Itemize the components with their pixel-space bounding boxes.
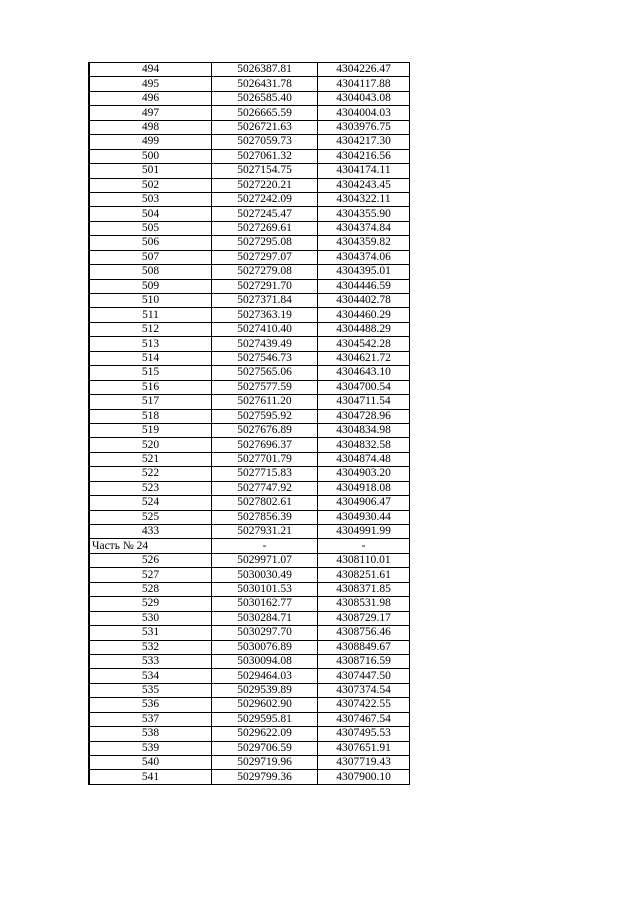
y-coordinate-cell: 4304043.08	[318, 91, 410, 105]
point-number-cell: 518	[89, 409, 212, 423]
x-coordinate-cell: 5026387.81	[212, 63, 318, 77]
y-coordinate-cell: 4304700.54	[318, 380, 410, 394]
y-coordinate-cell: 4304832.58	[318, 438, 410, 452]
x-coordinate-cell: 5027577.59	[212, 380, 318, 394]
point-number-cell: 506	[89, 236, 212, 250]
table-row	[89, 626, 410, 640]
y-coordinate-cell: 4304446.59	[318, 279, 410, 293]
y-coordinate-cell: 4304322.11	[318, 192, 410, 206]
table-row	[89, 654, 410, 668]
point-number-cell: 515	[89, 366, 212, 380]
y-coordinate-cell: 4304402.78	[318, 294, 410, 308]
point-number-cell: 499	[89, 135, 212, 149]
coordinates-table-body	[89, 63, 410, 785]
y-coordinate-cell: 4304395.01	[318, 265, 410, 279]
table-row	[89, 77, 410, 91]
table-row	[89, 395, 410, 409]
y-coordinate-cell: 4303976.75	[318, 120, 410, 134]
point-number-cell: 533	[89, 654, 212, 668]
table-row	[89, 63, 410, 77]
table-row	[89, 250, 410, 264]
x-coordinate-cell: 5030101.53	[212, 582, 318, 596]
table-row	[89, 149, 410, 163]
point-number-cell: 500	[89, 149, 212, 163]
point-number-cell: 503	[89, 192, 212, 206]
y-coordinate-cell: 4304903.20	[318, 467, 410, 481]
x-coordinate-cell: 5026721.63	[212, 120, 318, 134]
table-row	[89, 423, 410, 437]
table-row	[89, 611, 410, 625]
x-coordinate-cell: 5027701.79	[212, 452, 318, 466]
table-row	[89, 438, 410, 452]
point-number-cell: 536	[89, 698, 212, 712]
x-coordinate-cell: 5027715.83	[212, 467, 318, 481]
y-coordinate-cell: 4304004.03	[318, 106, 410, 120]
x-coordinate-cell: 5027931.21	[212, 525, 318, 539]
x-coordinate-cell: 5027410.40	[212, 322, 318, 336]
y-coordinate-cell: 4308756.46	[318, 626, 410, 640]
point-number-cell: 527	[89, 568, 212, 582]
y-coordinate-cell: 4304217.30	[318, 135, 410, 149]
x-coordinate-cell: 5027611.20	[212, 395, 318, 409]
table-row	[89, 553, 410, 567]
x-coordinate-cell: 5030076.89	[212, 640, 318, 654]
point-number-cell: 516	[89, 380, 212, 394]
table-row	[89, 481, 410, 495]
table-row	[89, 236, 410, 250]
y-coordinate-cell: 4307447.50	[318, 669, 410, 683]
point-number-cell: 504	[89, 207, 212, 221]
x-coordinate-cell: 5027856.39	[212, 510, 318, 524]
x-coordinate-cell: 5026431.78	[212, 77, 318, 91]
x-coordinate-cell: 5027595.92	[212, 409, 318, 423]
table-row	[89, 496, 410, 510]
table-row	[89, 452, 410, 466]
y-coordinate-cell: 4304117.88	[318, 77, 410, 91]
x-coordinate-cell: 5029799.36	[212, 770, 318, 784]
point-number-cell: 524	[89, 496, 212, 510]
table-row	[89, 770, 410, 784]
y-coordinate-cell: 4304728.96	[318, 409, 410, 423]
table-row	[89, 380, 410, 394]
point-number-cell: 529	[89, 597, 212, 611]
point-number-cell: 495	[89, 77, 212, 91]
table-row	[89, 582, 410, 596]
point-number-cell: 502	[89, 178, 212, 192]
x-coordinate-cell: 5027059.73	[212, 135, 318, 149]
section-label-cell: Часть № 24	[89, 539, 212, 553]
table-row	[89, 164, 410, 178]
y-coordinate-cell: 4307422.55	[318, 698, 410, 712]
point-number-cell: 517	[89, 395, 212, 409]
table-row	[89, 135, 410, 149]
y-coordinate-cell: 4308729.17	[318, 611, 410, 625]
y-coordinate-cell: 4308371.85	[318, 582, 410, 596]
x-coordinate-cell: 5027747.92	[212, 481, 318, 495]
x-coordinate-cell: 5029539.89	[212, 683, 318, 697]
table-row	[89, 409, 410, 423]
x-coordinate-cell: 5030297.70	[212, 626, 318, 640]
y-coordinate-cell: 4308110.01	[318, 553, 410, 567]
x-coordinate-cell: 5029622.09	[212, 727, 318, 741]
table-row	[89, 308, 410, 322]
y-coordinate-cell: 4304874.48	[318, 452, 410, 466]
x-coordinate-cell: 5029464.03	[212, 669, 318, 683]
x-coordinate-cell: 5027371.84	[212, 294, 318, 308]
y-coordinate-cell: 4304542.28	[318, 337, 410, 351]
x-coordinate-cell: 5027676.89	[212, 423, 318, 437]
point-number-cell: 528	[89, 582, 212, 596]
x-coordinate-cell: 5027363.19	[212, 308, 318, 322]
table-row	[89, 640, 410, 654]
point-number-cell: 532	[89, 640, 212, 654]
x-coordinate-cell: 5026665.59	[212, 106, 318, 120]
point-number-cell: 521	[89, 452, 212, 466]
x-coordinate-cell: 5029595.81	[212, 712, 318, 726]
table-row	[89, 337, 410, 351]
x-coordinate-cell: 5029602.90	[212, 698, 318, 712]
point-number-cell: 512	[89, 322, 212, 336]
x-coordinate-cell: 5027245.47	[212, 207, 318, 221]
point-number-cell: 509	[89, 279, 212, 293]
point-number-cell: 538	[89, 727, 212, 741]
y-coordinate-cell: 4307374.54	[318, 683, 410, 697]
point-number-cell: 519	[89, 423, 212, 437]
table-row	[89, 568, 410, 582]
section-header-row	[89, 539, 410, 553]
point-number-cell: 531	[89, 626, 212, 640]
table-row	[89, 756, 410, 770]
point-number-cell: 539	[89, 741, 212, 755]
point-number-cell: 523	[89, 481, 212, 495]
y-coordinate-cell: 4304711.54	[318, 395, 410, 409]
x-coordinate-cell: 5027802.61	[212, 496, 318, 510]
x-coordinate-cell: 5027565.06	[212, 366, 318, 380]
x-coordinate-cell: 5027061.32	[212, 149, 318, 163]
table-row	[89, 120, 410, 134]
y-coordinate-cell: 4308716.59	[318, 654, 410, 668]
x-coordinate-cell: 5027154.75	[212, 164, 318, 178]
x-coordinate-cell: 5027546.73	[212, 351, 318, 365]
table-row	[89, 510, 410, 524]
table-row	[89, 106, 410, 120]
x-coordinate-cell: -	[212, 539, 318, 553]
point-number-cell: 520	[89, 438, 212, 452]
y-coordinate-cell: 4307651.91	[318, 741, 410, 755]
y-coordinate-cell: 4308531.98	[318, 597, 410, 611]
point-number-cell: 496	[89, 91, 212, 105]
y-coordinate-cell: 4304834.98	[318, 423, 410, 437]
y-coordinate-cell: 4307495.53	[318, 727, 410, 741]
y-coordinate-cell: 4304621.72	[318, 351, 410, 365]
table-row	[89, 467, 410, 481]
point-number-cell: 541	[89, 770, 212, 784]
y-coordinate-cell: 4304174.11	[318, 164, 410, 178]
point-number-cell: 540	[89, 756, 212, 770]
table-row	[89, 294, 410, 308]
point-number-cell: 522	[89, 467, 212, 481]
y-coordinate-cell: 4304906.47	[318, 496, 410, 510]
table-row	[89, 712, 410, 726]
x-coordinate-cell: 5027297.07	[212, 250, 318, 264]
x-coordinate-cell: 5026585.40	[212, 91, 318, 105]
y-coordinate-cell: 4304460.29	[318, 308, 410, 322]
x-coordinate-cell: 5027279.08	[212, 265, 318, 279]
x-coordinate-cell: 5030030.49	[212, 568, 318, 582]
y-coordinate-cell: 4307900.10	[318, 770, 410, 784]
table-row	[89, 525, 410, 539]
x-coordinate-cell: 5027439.49	[212, 337, 318, 351]
point-number-cell: 534	[89, 669, 212, 683]
y-coordinate-cell: 4304374.06	[318, 250, 410, 264]
table-row	[89, 221, 410, 235]
table-row	[89, 366, 410, 380]
x-coordinate-cell: 5027220.21	[212, 178, 318, 192]
y-coordinate-cell: 4304930.44	[318, 510, 410, 524]
y-coordinate-cell: 4304359.82	[318, 236, 410, 250]
point-number-cell: 497	[89, 106, 212, 120]
x-coordinate-cell: 5027696.37	[212, 438, 318, 452]
table-row	[89, 279, 410, 293]
x-coordinate-cell: 5027295.08	[212, 236, 318, 250]
y-coordinate-cell: 4304216.56	[318, 149, 410, 163]
point-number-cell: 433	[89, 525, 212, 539]
point-number-cell: 513	[89, 337, 212, 351]
point-number-cell: 514	[89, 351, 212, 365]
coordinates-table	[88, 62, 410, 785]
y-coordinate-cell: 4304226.47	[318, 63, 410, 77]
y-coordinate-cell: 4304643.10	[318, 366, 410, 380]
table-row	[89, 698, 410, 712]
x-coordinate-cell: 5030284.71	[212, 611, 318, 625]
table-row	[89, 178, 410, 192]
table-row	[89, 741, 410, 755]
x-coordinate-cell: 5030094.08	[212, 654, 318, 668]
table-row	[89, 683, 410, 697]
point-number-cell: 510	[89, 294, 212, 308]
table-row	[89, 727, 410, 741]
y-coordinate-cell: 4308849.67	[318, 640, 410, 654]
point-number-cell: 525	[89, 510, 212, 524]
point-number-cell: 535	[89, 683, 212, 697]
table-row	[89, 669, 410, 683]
x-coordinate-cell: 5027269.61	[212, 221, 318, 235]
y-coordinate-cell: 4304374.84	[318, 221, 410, 235]
point-number-cell: 501	[89, 164, 212, 178]
point-number-cell: 505	[89, 221, 212, 235]
point-number-cell: 511	[89, 308, 212, 322]
point-number-cell: 530	[89, 611, 212, 625]
x-coordinate-cell: 5027242.09	[212, 192, 318, 206]
table-row	[89, 207, 410, 221]
y-coordinate-cell: 4307719.43	[318, 756, 410, 770]
point-number-cell: 494	[89, 63, 212, 77]
y-coordinate-cell: 4304488.29	[318, 322, 410, 336]
point-number-cell: 498	[89, 120, 212, 134]
table-row	[89, 322, 410, 336]
table-row	[89, 91, 410, 105]
table-row	[89, 597, 410, 611]
point-number-cell: 507	[89, 250, 212, 264]
x-coordinate-cell: 5030162.77	[212, 597, 318, 611]
table-row	[89, 351, 410, 365]
y-coordinate-cell: 4304243.45	[318, 178, 410, 192]
x-coordinate-cell: 5027291.70	[212, 279, 318, 293]
y-coordinate-cell: 4304991.99	[318, 525, 410, 539]
y-coordinate-cell: 4304355.90	[318, 207, 410, 221]
table-row	[89, 265, 410, 279]
point-number-cell: 537	[89, 712, 212, 726]
point-number-cell: 526	[89, 553, 212, 567]
x-coordinate-cell: 5029971.07	[212, 553, 318, 567]
y-coordinate-cell: -	[318, 539, 410, 553]
y-coordinate-cell: 4307467.54	[318, 712, 410, 726]
y-coordinate-cell: 4308251.61	[318, 568, 410, 582]
y-coordinate-cell: 4304918.08	[318, 481, 410, 495]
point-number-cell: 508	[89, 265, 212, 279]
x-coordinate-cell: 5029706.59	[212, 741, 318, 755]
x-coordinate-cell: 5029719.96	[212, 756, 318, 770]
table-row	[89, 192, 410, 206]
